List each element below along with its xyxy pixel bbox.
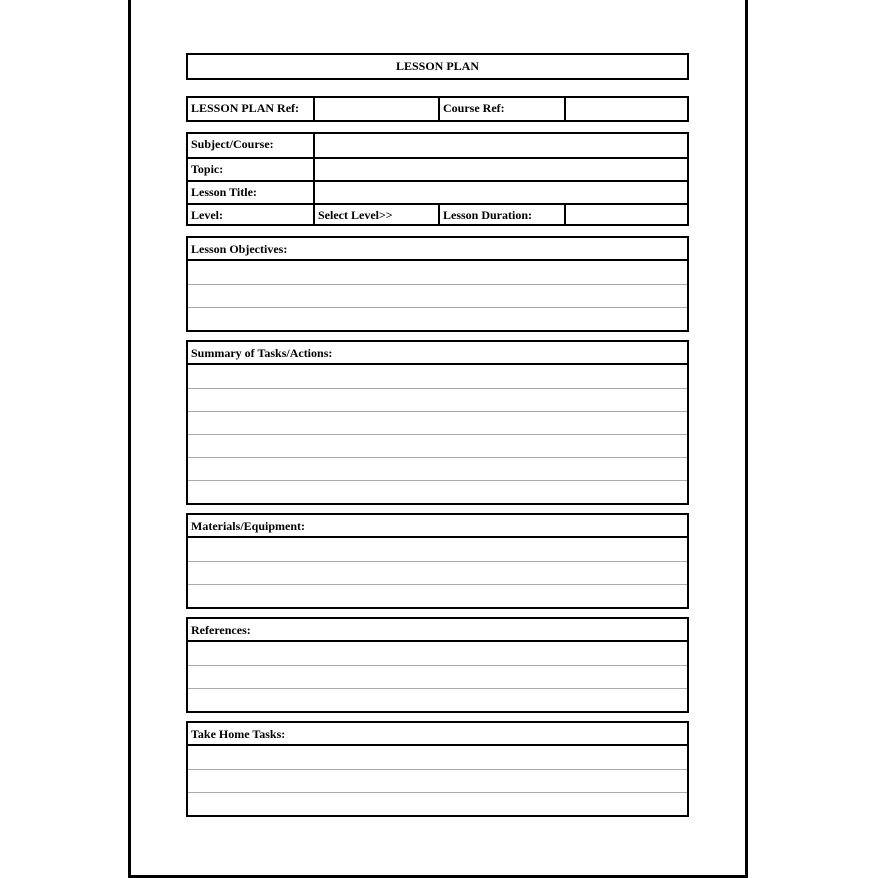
materials-equipment-label: Materials/Equipment: xyxy=(188,515,687,538)
level-label: Level: xyxy=(191,208,223,222)
form-title: LESSON PLAN xyxy=(186,53,689,80)
subject-field[interactable] xyxy=(313,134,687,157)
entry-line[interactable] xyxy=(188,538,687,561)
topic-label: Topic: xyxy=(191,162,224,176)
lesson-plan-ref-label: LESSON PLAN Ref: xyxy=(191,101,300,115)
course-ref-field[interactable] xyxy=(564,98,687,121)
entry-line[interactable] xyxy=(188,388,687,411)
entry-line[interactable] xyxy=(188,457,687,480)
entry-line[interactable] xyxy=(188,480,687,503)
entry-line[interactable] xyxy=(188,746,687,769)
references-section xyxy=(186,617,689,713)
duration-label: Lesson Duration: xyxy=(438,205,564,226)
entry-line[interactable] xyxy=(188,688,687,711)
entry-line[interactable] xyxy=(188,561,687,584)
materials-equipment-section xyxy=(186,513,689,609)
topic-field[interactable] xyxy=(313,159,687,180)
lesson-title-label: Lesson Title: xyxy=(191,185,257,199)
references-label: References: xyxy=(188,619,687,642)
take-home-tasks-label: Take Home Tasks: xyxy=(188,723,687,746)
course-ref-label: Course Ref: xyxy=(438,98,564,121)
entry-line[interactable] xyxy=(188,284,687,307)
summary-of-tasks-label: Summary of Tasks/Actions: xyxy=(188,342,687,365)
subject-label: Subject/Course: xyxy=(191,137,274,151)
lesson-objectives-label: Lesson Objectives: xyxy=(188,238,687,261)
entry-line[interactable] xyxy=(188,261,687,284)
summary-of-tasks-section xyxy=(186,340,689,505)
duration-field[interactable] xyxy=(564,205,687,226)
entry-line[interactable] xyxy=(188,307,687,330)
ref-table xyxy=(186,96,689,122)
entry-line[interactable] xyxy=(188,584,687,607)
lesson-title-field[interactable] xyxy=(313,182,687,203)
entry-line[interactable] xyxy=(188,769,687,792)
entry-line[interactable] xyxy=(188,365,687,388)
entry-line[interactable] xyxy=(188,665,687,688)
entry-line[interactable] xyxy=(188,792,687,815)
lesson-objectives-section xyxy=(186,236,689,332)
entry-line[interactable] xyxy=(188,411,687,434)
level-select[interactable]: Select Level>> xyxy=(313,205,438,226)
take-home-tasks-section xyxy=(186,721,689,817)
lesson-plan-ref-field[interactable] xyxy=(313,98,438,121)
entry-line[interactable] xyxy=(188,434,687,457)
info-table xyxy=(186,132,689,226)
entry-line[interactable] xyxy=(188,642,687,665)
